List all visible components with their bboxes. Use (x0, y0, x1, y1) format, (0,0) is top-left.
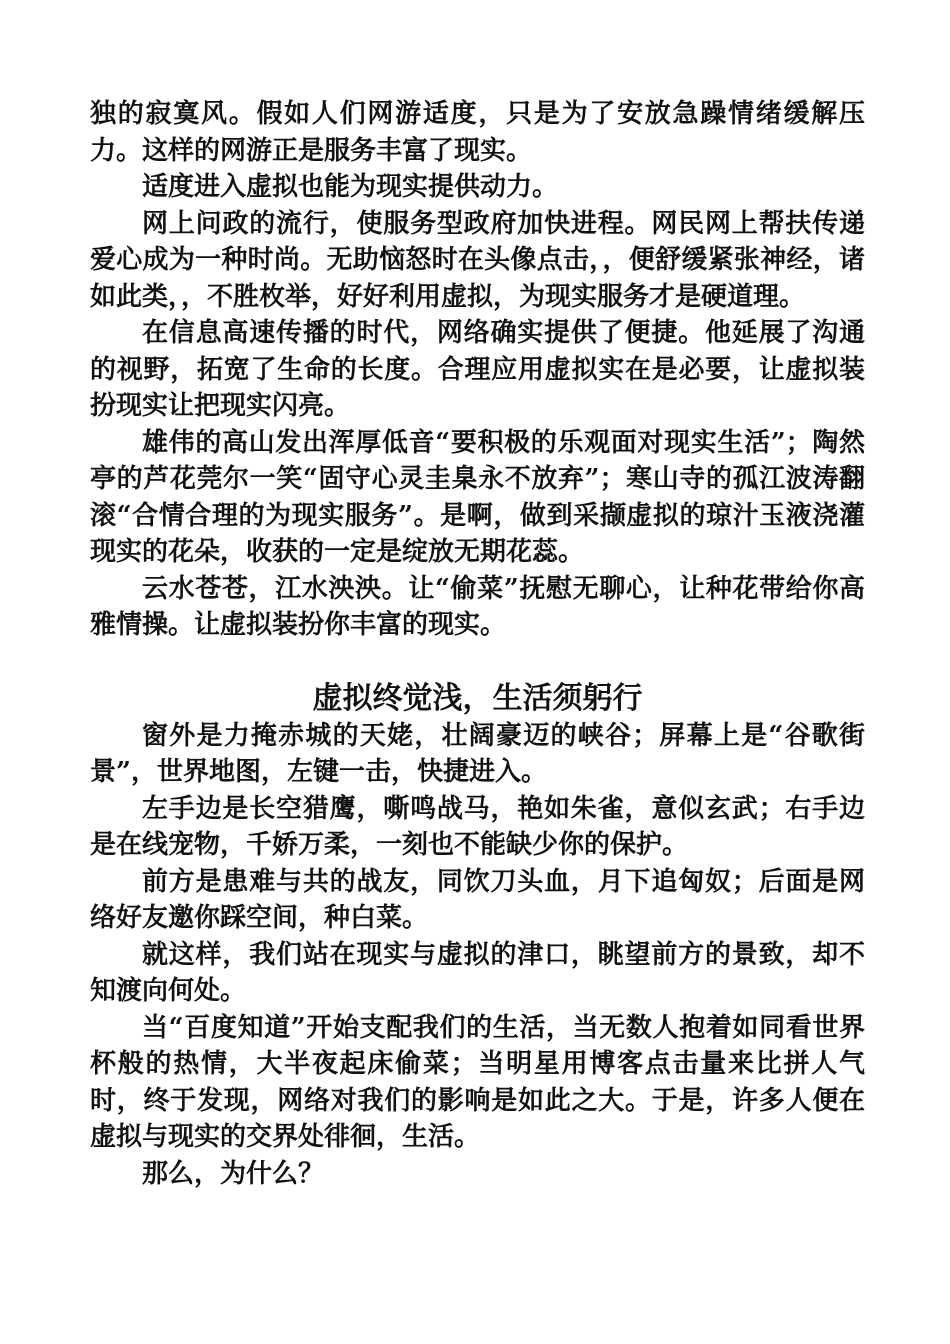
paragraph: 窗外是力掩赤城的天姥，壮阔豪迈的峡谷；屏幕上是“谷歌街景”，世界地图，左键一击，快捷进入。 (90, 720, 865, 787)
paragraph: 那么，为什么？ (142, 1158, 325, 1189)
paragraph-continued: 独的寂寞风。假如人们网游适度，只是为了安放急躁情绪缓解压力。这样的网游正是服务丰富了现实。 (90, 99, 865, 166)
essay-section-continued (90, 96, 865, 644)
paragraph: 前方是患难与共的战友，同饮刀头血，月下追匈奴；后面是网络好友邀你踩空间，种白菜。 (90, 866, 865, 933)
essay-title: 虚拟终觉浅，生活须躬行 (312, 680, 643, 716)
paragraph: 雄伟的高山发出浑厚低音“要积极的乐观面对现实生活”；陶然亭的芦花莞尔一笑“固守心灵圭臬永不放弃”；寒山寺的孤江波涛翻滚“合情合理的为现实服务”。是啊，做到采撷虚拟的琼汁玉液浇灌现实的花朵，收获的一定是绽放无期花蕊。 (90, 427, 865, 567)
essay-section (90, 680, 865, 1193)
paragraph: 云水苍苍，江水泱泱。让“偷菜”抚慰无聊心，让种花带给你高雅情操。让虚拟装扮你丰富的现实。 (90, 573, 865, 640)
paragraph: 当“百度知道”开始支配我们的生活，当无数人抱着如同看世界杯般的热情，大半夜起床偷菜；当明星用博客点击量来比拼人气时，终于发现，网络对我们的影响是如此之大。于是，许多人便在虚拟与现实的交界处徘徊，生活。 (90, 1012, 865, 1152)
paragraph: 左手边是长空猎鹰，嘶鸣战马，艳如朱雀，意似玄武；右手边是在线宠物，千娇万柔，一刻也不能缺少你的保护。 (90, 793, 865, 860)
paragraph: 就这样，我们站在现实与虚拟的津口，眺望前方的景致，却不知渡向何处。 (90, 939, 865, 1006)
paragraph: 网上问政的流行，使服务型政府加快进程。网民网上帮扶传递爱心成为一种时尚。无助恼怒时在头像点击，，便舒缓紧张神经，诸如此类，，不胜枚举，好好利用虚拟，为现实服务才是硬道理。 (90, 208, 865, 312)
document-page (90, 96, 865, 1192)
paragraph: 适度进入虚拟也能为现实提供动力。 (142, 172, 559, 202)
paragraph: 在信息高速传播的时代，网络确实提供了便捷。他延展了沟通的视野，拓宽了生命的长度。合理应用虚拟实在是必要，让虚拟装扮现实让把现实闪亮。 (90, 318, 865, 421)
